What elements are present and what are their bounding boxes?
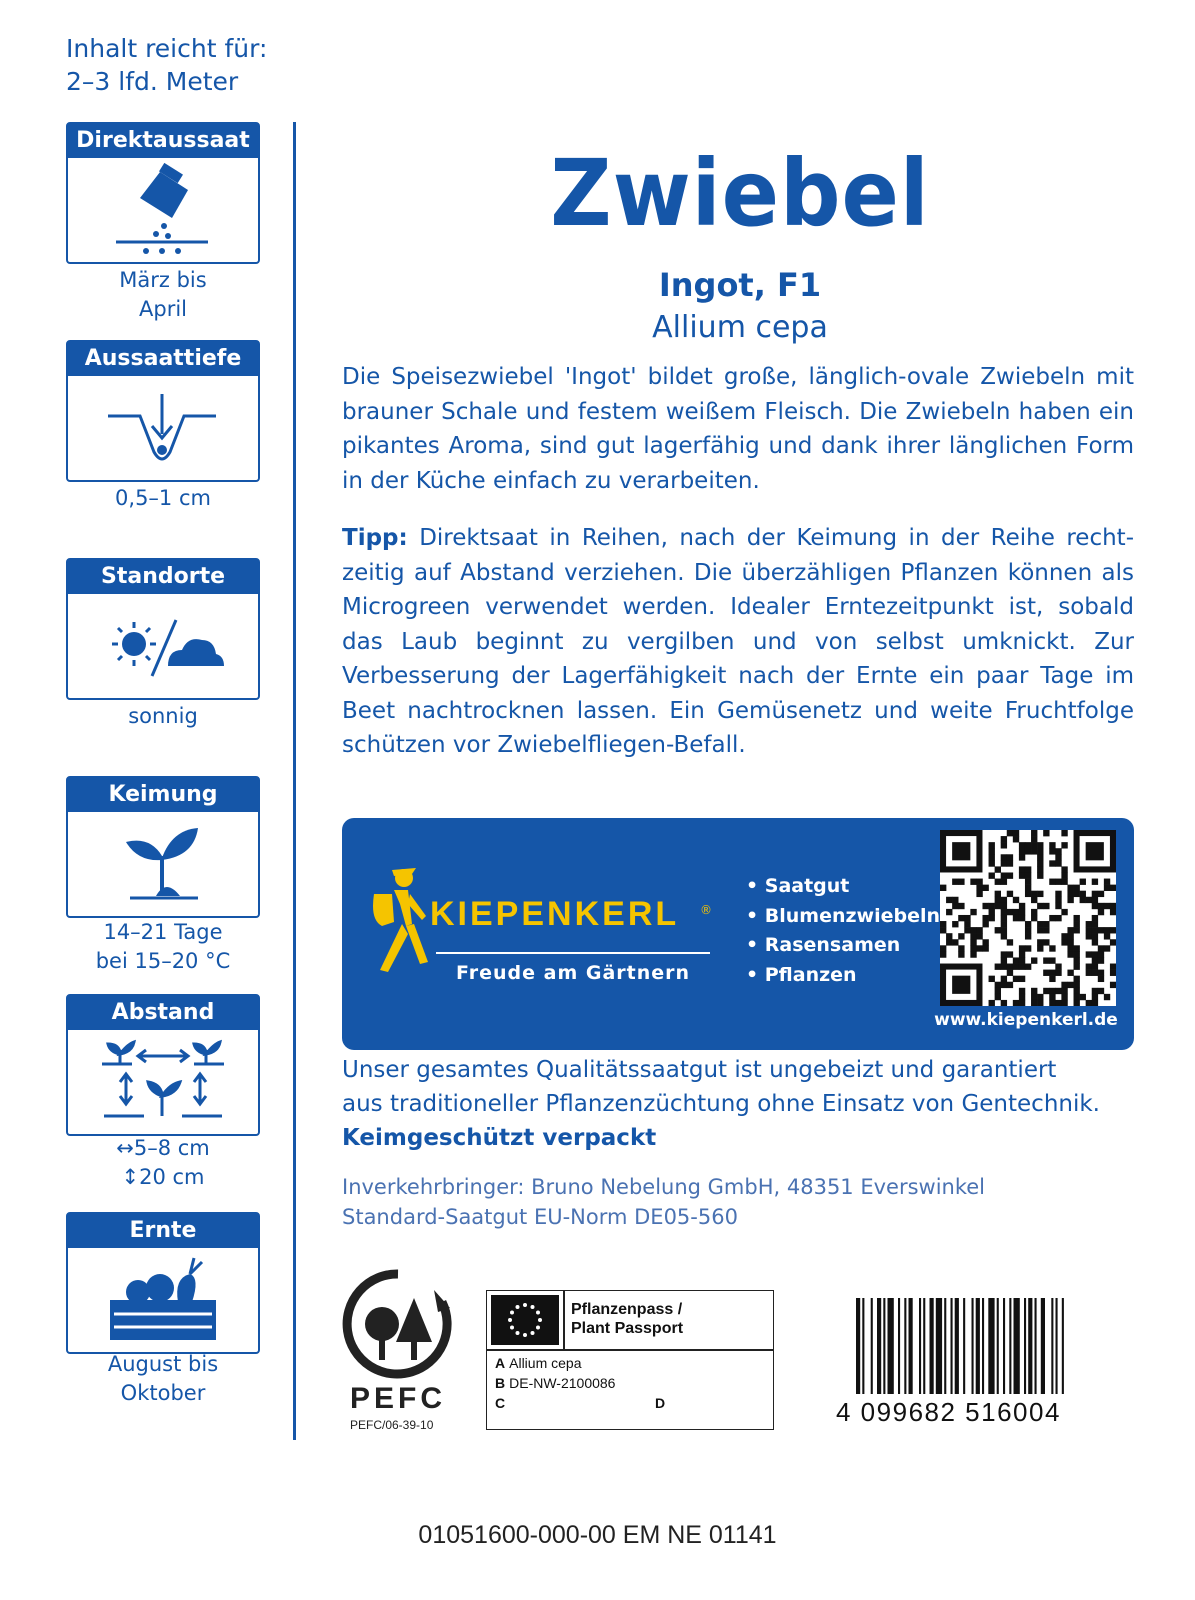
bullet-item: • Saatgut [746,875,850,897]
location-box [66,558,260,700]
brand-bullet-list [746,872,940,990]
sowing-depth-icon [68,376,258,480]
brand-name: KIEPENKERL [430,895,680,933]
distributor-line1: Inverkehrbringer: Bruno Nebelung GmbH, 48351 Everswinkel [342,1175,986,1199]
brand-website-link[interactable]: www.kiepenkerl.de [934,1010,1118,1030]
passport-row-b [495,1375,615,1391]
location-header: Standorte [68,560,258,594]
column-divider [293,122,296,1440]
distributor-line2: Standard-Saatgut EU-Norm DE05-560 [342,1205,738,1229]
passport-title [571,1300,683,1338]
passport-value-b: DE-NW-2100086 [509,1375,616,1391]
product-title: Zwiebel [550,140,930,247]
fill-note-line2: 2–3 lfd. Meter [66,67,239,96]
spacing-header: Abstand [68,996,258,1030]
qr-code[interactable] [940,830,1116,1006]
passport-value-a: Allium cepa [509,1355,582,1371]
sowing-caption [66,266,260,324]
germination-header: Keimung [68,778,258,812]
harvest-crate-icon [68,1248,258,1352]
sowing-depth-caption-line1: 0,5–1 cm [115,486,211,510]
harvest-caption-line1: August bis [107,1352,219,1376]
passport-row-a [495,1355,582,1371]
brand-divider [436,952,710,954]
sowing-icon [68,158,258,262]
passport-key-c: C [495,1395,506,1411]
spacing-box [66,994,260,1136]
eu-flag-icon [491,1295,559,1345]
tip-text: Direktsaat in Reihen, nach der Keimung in der Reihe recht-zeitig auf Abstand verziehen. Die überzähligen Pflanzen können als Microgreen verwendet werden. Idealer Erntezeitpunkt ist, sobald das Laub beginnt zu vergilben und von selbst umknickt. Zur Verbesserung der Lagerfähigkeit nach der Ernte ein paar Tage im Beet nachtrocknen lassen. Ein Gemüsenetz und weite Fruchtfolge schützen vor Zwiebelfliegen-Befall. [342,525,1135,758]
sowing-depth-box [66,340,260,482]
qr-code-icon [940,830,1116,1006]
harvest-box [66,1212,260,1354]
harvest-caption [66,1350,260,1408]
tip-label: Tipp: [342,525,408,551]
passport-divider-horizontal [487,1349,773,1351]
passport-title-line2: Plant Passport [571,1320,684,1337]
germination-box [66,776,260,918]
pefc-label: PEFC [349,1382,447,1415]
sowing-header: Direktaussaat [68,124,258,158]
passport-row-c [495,1395,509,1411]
sun-cloud-icon [68,594,258,698]
spacing-caption-line2: ↕20 cm [121,1165,205,1189]
pefc-code: PEFC/06-39-10 [350,1418,434,1432]
location-caption-line1: sonnig [128,704,198,728]
passport-key-b: B [495,1375,506,1391]
spacing-caption-line1: ↔5–8 cm [116,1136,210,1160]
footer-article-code: 01051600-000-00 EM NE 01141 [418,1521,777,1549]
sowing-box [66,122,260,264]
brand-slogan: Freude am Gärtnern [455,962,691,984]
germination-caption-line2: bei 15–20 °C [95,949,231,973]
pefc-logo [342,1268,454,1420]
bullet-item: • Pflanzen [746,963,857,986]
quality-line2: aus traditioneller Pflanzenzüchtung ohne Einsatz von Gentechnik. [342,1091,1100,1117]
bullet-item: • Blumenzwiebeln [746,904,941,927]
packaging-note: Keimgeschützt verpackt [342,1125,657,1151]
spacing-caption [66,1134,260,1192]
passport-key-d: D [655,1395,666,1411]
tip-paragraph [342,521,1134,763]
sowing-depth-caption [66,484,260,513]
fill-note-line1: Inhalt reicht für: [66,34,268,63]
distributor-info [342,1172,1142,1232]
product-latin-name: Allium cepa [652,310,828,345]
spacing-icon [68,1030,258,1134]
sowing-depth-header: Aussaattiefe [68,342,258,376]
passport-key-a: A [495,1355,506,1371]
germination-caption [66,918,260,976]
fill-note [66,32,267,98]
product-variety: Ingot, F1 [658,266,822,304]
brand-registered-mark: ® [700,903,712,917]
barcode [856,1298,1118,1394]
seedling-icon [68,812,258,916]
harvest-caption-line2: Oktober [120,1381,206,1405]
sowing-caption-line1: März bis [119,268,207,292]
harvest-header: Ernte [68,1214,258,1248]
barcode-number: 4 099682 516004 [836,1397,1061,1427]
location-caption [66,702,260,731]
sowing-caption-line2: April [139,297,187,321]
description: Die Speisezwiebel 'Ingot' bildet große, länglich-ovale Zwiebeln mit brauner Schale und festem weißem Fleisch. Die Zwiebeln haben ein pikantes Aroma, sind gut lagerfähig und dank ihrer länglichen Form in der Küche einfach zu verarbeiten. [342,364,1134,494]
bullet-item: • Rasensamen [746,934,901,956]
passport-row-d [655,1395,669,1411]
passport-divider-vertical [563,1291,565,1349]
passport-title-line1: Pflanzenpass / [571,1301,683,1318]
quality-line1: Unser gesamtes Qualitätssaatgut ist ungebeizt und garantiert [342,1057,1057,1083]
quality-statement [342,1053,1142,1155]
germination-caption-line1: 14–21 Tage [103,920,223,944]
plant-passport [486,1290,774,1430]
kiepenkerl-hiker-icon [362,864,432,978]
